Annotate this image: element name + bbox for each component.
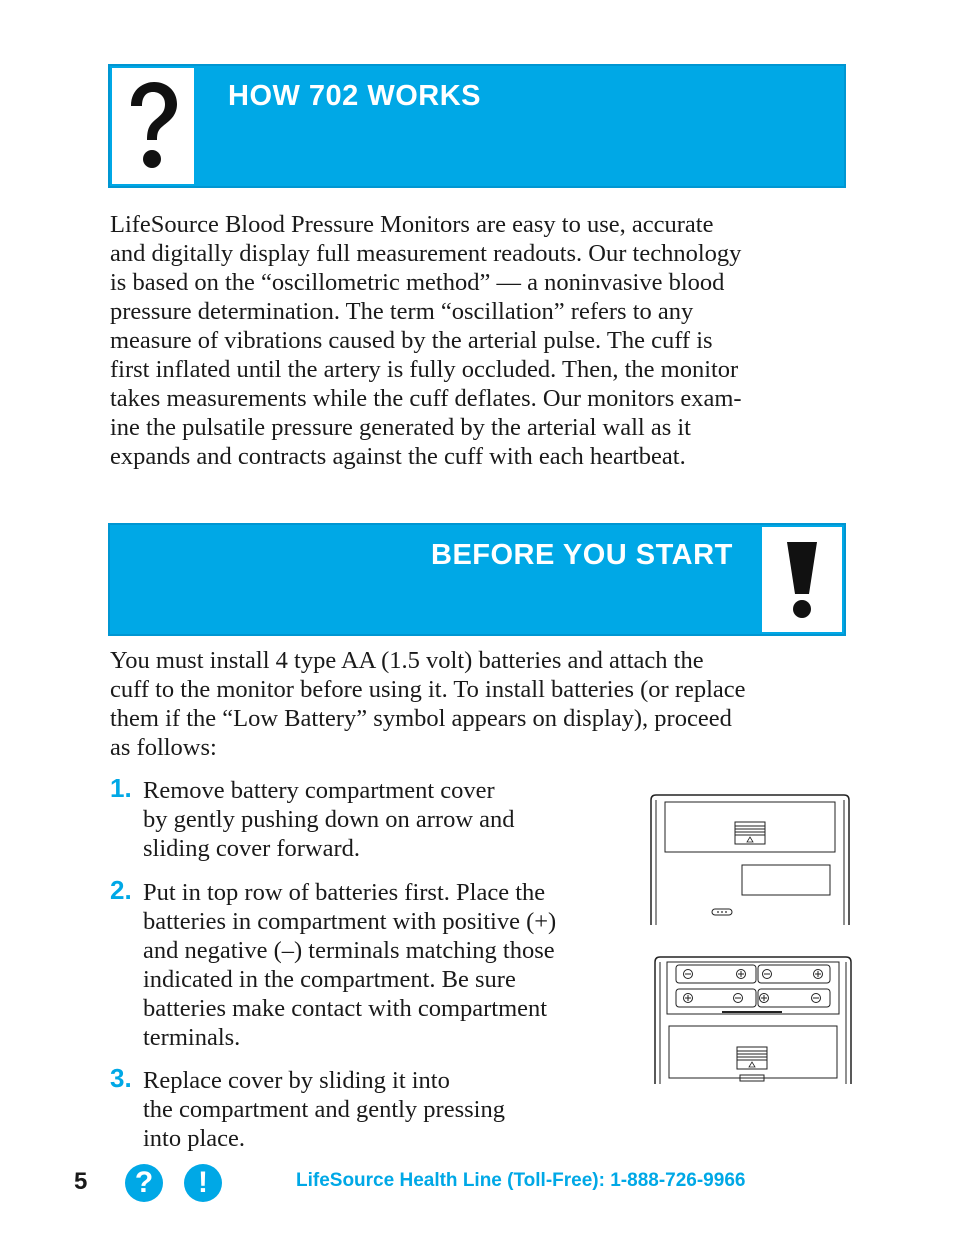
paragraph-line: takes measurements while the cuff deflates. Our monitors exam-: [110, 385, 742, 412]
exclamation-mark-icon: [782, 538, 822, 622]
paragraph-line: pressure determination. The term “oscillation” refers to any: [110, 298, 694, 325]
section-title-before-you-start: BEFORE YOU START: [431, 539, 733, 571]
cover-arrow-icon: [737, 1047, 767, 1081]
paragraph-line: LifeSource Blood Pressure Monitors are easy to use, accurate: [110, 211, 714, 238]
step-line: sliding cover forward.: [143, 835, 361, 862]
step-line: batteries make contact with compartment: [143, 995, 548, 1022]
paragraph-line: is based on the “oscillometric method” — a noninvasive blood: [110, 269, 725, 296]
step-number: 3.: [110, 1063, 132, 1093]
paragraph-line: ine the pulsatile pressure generated by the arterial wall as it: [110, 414, 691, 441]
question-circle-icon: ?: [125, 1164, 163, 1202]
paragraph-line: first inflated until the artery is fully occluded. Then, the monitor: [110, 356, 739, 383]
battery-cover-illustration: [648, 792, 852, 926]
step-line: indicated in the compartment. Be sure: [143, 966, 516, 993]
how-it-works-paragraph: [110, 210, 840, 471]
paragraph-line: and digitally display full measurement readouts. Our technology: [110, 240, 742, 267]
step-line: Remove battery compartment cover: [143, 777, 495, 804]
step-number: 2.: [110, 875, 132, 905]
section-title-how-702-works: HOW 702 WORKS: [228, 80, 482, 112]
exclamation-mark-box: [760, 525, 844, 634]
batteries-installed-illustration: [652, 954, 854, 1086]
exclamation-circle-icon: !: [184, 1164, 222, 1202]
before-you-start-intro: [110, 646, 840, 762]
battery-icon: [758, 965, 830, 983]
paragraph-line: expands and contracts against the cuff with each heartbeat.: [110, 443, 686, 470]
question-mark-icon: [125, 80, 181, 172]
step-line: and negative (–) terminals matching those: [143, 937, 555, 964]
cover-arrow-icon: [735, 822, 765, 844]
step-line: batteries in compartment with positive (+): [143, 908, 557, 935]
intro-line: cuff to the monitor before using it. To install batteries (or replace: [110, 676, 746, 703]
health-line: LifeSource Health Line (Toll-Free): 1-888-726-9966: [296, 1170, 746, 1191]
question-mark-box: [110, 66, 196, 186]
step-3: [110, 1063, 505, 1153]
intro-line: You must install 4 type AA (1.5 volt) batteries and attach the: [110, 647, 704, 674]
intro-line: them if the “Low Battery” symbol appears on display), proceed: [110, 705, 732, 732]
step-line: by gently pushing down on arrow and: [143, 806, 515, 833]
step-number: 1.: [110, 773, 132, 803]
step-1: [110, 773, 515, 863]
intro-line: as follows:: [110, 734, 217, 761]
paragraph-line: measure of vibrations caused by the arterial pulse. The cuff is: [110, 327, 713, 354]
page-number: 5: [74, 1168, 88, 1195]
before-you-start-banner: [108, 523, 846, 636]
battery-icon: [676, 965, 756, 983]
step-line: into place.: [143, 1125, 246, 1152]
battery-icon: [758, 989, 830, 1007]
step-line: Replace cover by sliding it into: [143, 1067, 450, 1094]
how-it-works-banner: [108, 64, 846, 188]
battery-icon: [676, 989, 756, 1007]
step-line: Put in top row of batteries first. Place the: [143, 879, 546, 906]
step-line: the compartment and gently pressing: [143, 1096, 505, 1123]
step-line: terminals.: [143, 1024, 241, 1051]
step-2: [110, 875, 557, 1052]
